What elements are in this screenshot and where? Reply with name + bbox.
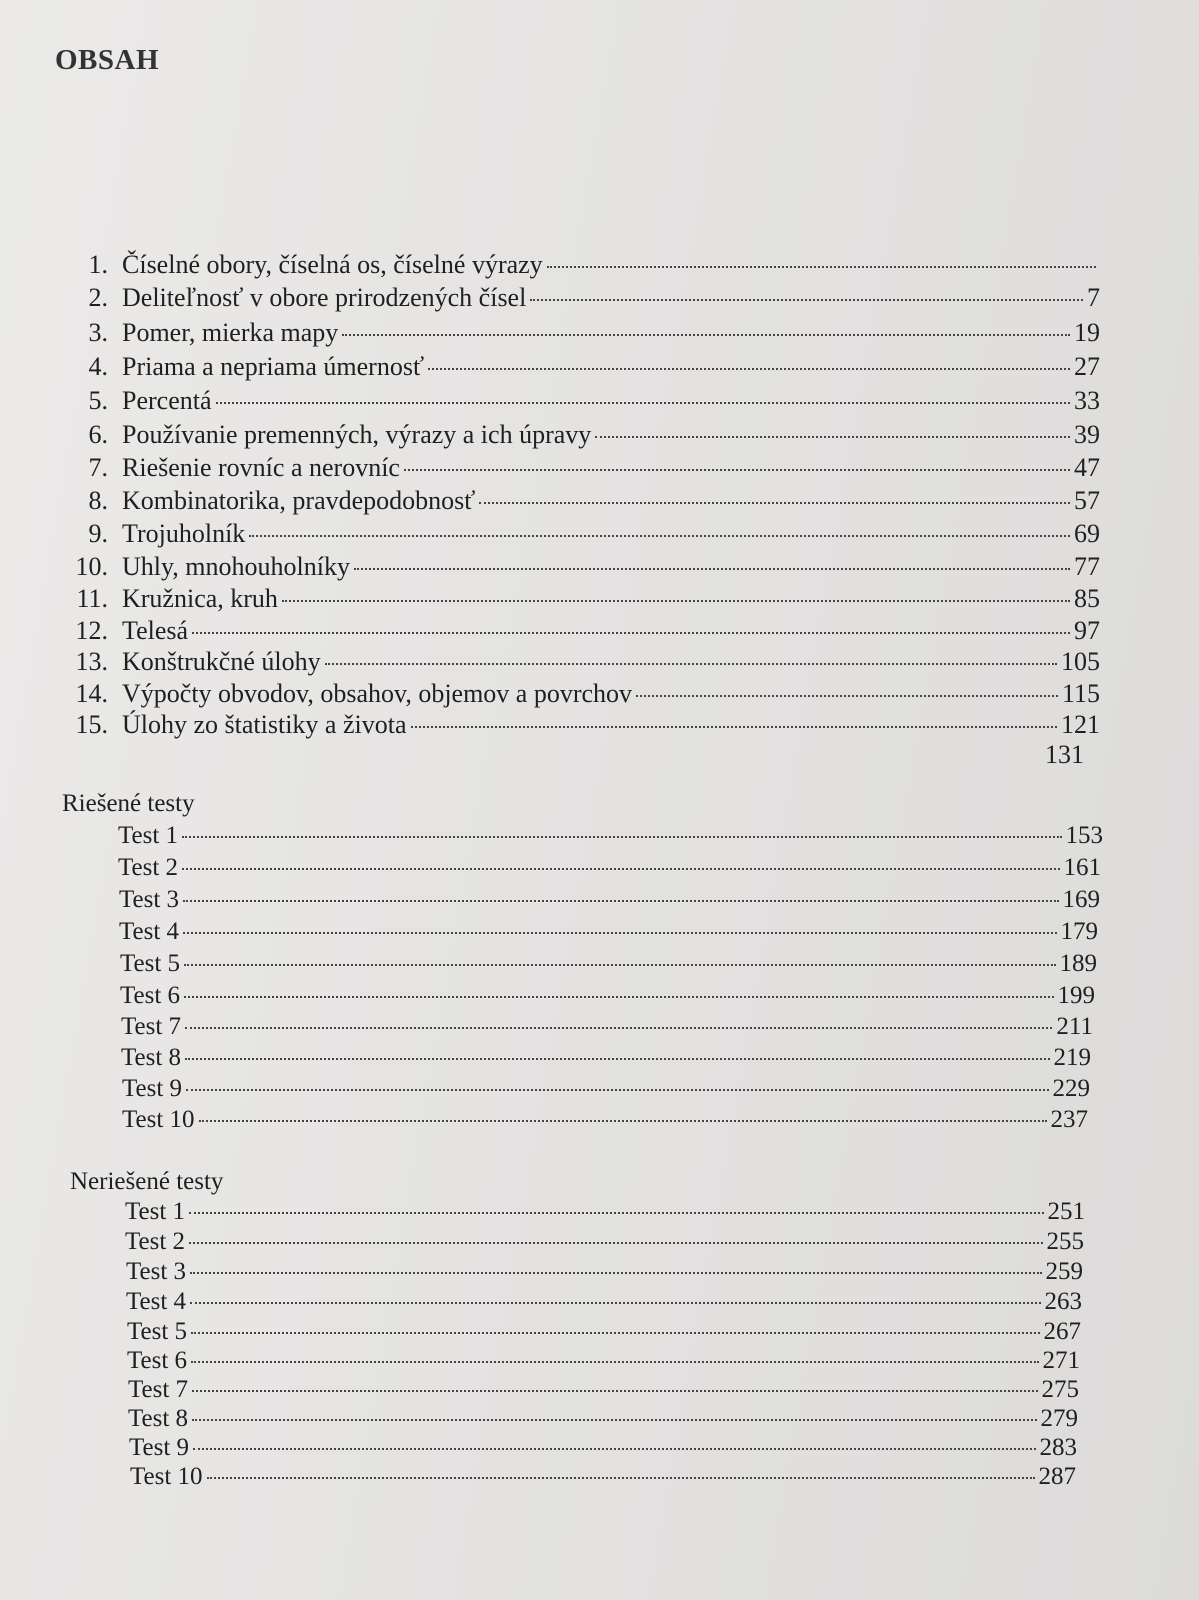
page-number: 19 [1074,318,1100,347]
chapter-number: 3. [88,318,108,347]
page-number: 47 [1074,453,1100,482]
dot-leader [184,964,1055,966]
page-number: 251 [1047,1198,1085,1225]
toc-entry [60,616,1100,646]
dot-leader [595,436,1070,438]
page-number: 131 [1045,740,1084,769]
toc-entry [60,318,1100,348]
chapter-title: Používanie premenných, výrazy a ich úpravy [122,420,592,449]
chapter-number: 11. [76,584,108,613]
chapter-number: 1. [88,250,108,279]
toc-entry [126,1258,1083,1286]
dot-leader [192,1390,1037,1392]
dot-leader [190,1272,1041,1274]
page-number: 77 [1074,552,1100,581]
section-heading-unsolved-tests: Neriešené testy [70,1168,224,1195]
chapter-title: Číselné obory, číselná os, číselné výrazy [122,250,543,279]
dot-leader [404,469,1070,471]
dot-leader [199,1120,1047,1122]
toc-entry [127,1347,1080,1375]
toc-entry [121,1044,1091,1072]
chapter-title: Pomer, mierka mapy [122,318,339,347]
dot-leader [325,663,1057,665]
toc-entry [122,1075,1090,1103]
dot-leader [354,568,1070,570]
toc-entry [60,647,1100,677]
dot-leader [184,996,1053,998]
page-number: 259 [1045,1258,1083,1285]
page-number: 283 [1039,1434,1077,1461]
toc-entry [129,1434,1077,1462]
toc-entry [119,918,1098,946]
page-number: 39 [1074,420,1100,449]
toc-entry [60,486,1100,516]
test-title: Test 8 [128,1405,189,1432]
toc-entry [120,950,1097,978]
toc-entry [122,1106,1088,1134]
page-number: 161 [1063,854,1101,881]
section-heading-solved-tests: Riešené testy [62,790,195,817]
chapter-title: Riešenie rovníc a nerovníc [122,453,400,482]
page-number: 271 [1042,1347,1080,1374]
toc-entry [125,1228,1084,1256]
dot-leader [191,1332,1039,1334]
chapter-title: Trojuholník [122,519,246,548]
chapter-number: 4. [88,352,108,381]
dot-leader [182,868,1059,870]
dot-leader [189,1242,1042,1244]
test-title: Test 9 [122,1075,183,1102]
chapter-number: 2. [88,283,108,312]
test-title: Test 6 [127,1347,188,1374]
chapter-number: 12. [75,616,108,645]
chapter-title: Úlohy zo štatistiky a života [122,710,407,739]
test-title: Test 5 [127,1318,188,1345]
chapter-title: Uhly, mnohouholníky [122,552,350,581]
toc-entry [118,822,1103,850]
page-number: 229 [1052,1075,1090,1102]
dot-leader [192,1419,1036,1421]
toc-entry [130,1463,1076,1491]
toc-entry [128,1376,1079,1404]
page-number: 189 [1059,950,1097,977]
dot-leader [182,836,1061,838]
toc-entry [60,386,1100,416]
toc-entry [121,1013,1093,1041]
dot-leader [183,900,1058,902]
dot-leader [185,1058,1049,1060]
chapter-title: Kombinatorika, pravdepodobnosť [122,486,476,515]
page-number: 287 [1038,1463,1076,1490]
chapter-number: 9. [88,519,108,548]
page-number: 7 [1087,283,1100,312]
toc-entry [60,283,1100,313]
toc-entry [120,982,1095,1010]
test-title: Test 5 [120,950,181,977]
toc-entry-page-only [1045,740,1105,770]
page-number: 263 [1044,1288,1082,1315]
chapter-title: Priama a nepriama úmernosť [122,352,425,381]
test-title: Test 9 [129,1434,190,1461]
dot-leader [207,1477,1035,1479]
chapter-number: 10. [75,552,108,581]
toc-entry [119,886,1100,914]
page-number: 179 [1060,918,1098,945]
page-number: 27 [1074,352,1100,381]
dot-leader [282,600,1070,602]
page-title: OBSAH [55,44,160,76]
toc-entry [118,854,1101,882]
page-number: 153 [1065,822,1103,849]
toc-entry [125,1198,1085,1226]
dot-leader [192,632,1070,634]
chapter-title: Percentá [122,386,212,415]
test-title: Test 1 [118,822,179,849]
dot-leader [342,334,1070,336]
dot-leader [191,1361,1038,1363]
toc-entry [60,584,1100,614]
toc-entry [60,679,1100,709]
dot-leader [428,368,1070,370]
toc-entry [60,352,1100,382]
chapter-number: 5. [88,386,108,415]
chapter-title: Telesá [122,616,189,645]
chapter-number: 6. [88,420,108,449]
toc-entry [60,453,1100,483]
chapter-number: 13. [75,647,108,676]
toc-entry [60,552,1100,582]
test-title: Test 7 [128,1376,189,1403]
chapter-title: Konštrukčné úlohy [122,647,321,676]
dot-leader [547,266,1096,268]
chapter-title: Výpočty obvodov, obsahov, objemov a povrchov [122,679,633,708]
dot-leader [183,932,1056,934]
dot-leader [216,402,1070,404]
dot-leader [190,1302,1040,1304]
page-number: 237 [1050,1106,1088,1133]
page-number: 85 [1074,584,1100,613]
chapter-number: 14. [75,679,108,708]
toc-entry [60,519,1100,549]
test-title: Test 10 [122,1106,195,1133]
dot-leader [530,299,1083,301]
test-title: Test 1 [125,1198,186,1225]
page-number: 199 [1057,982,1095,1009]
test-title: Test 7 [121,1013,182,1040]
test-title: Test 8 [121,1044,182,1071]
chapter-number: 15. [75,710,108,739]
page-number: 211 [1056,1013,1093,1040]
dot-leader [479,502,1070,504]
dot-leader [185,1027,1052,1029]
toc-entry [60,250,1100,280]
page-number: 255 [1046,1228,1084,1255]
page-number: 33 [1074,386,1100,415]
dot-leader [636,695,1058,697]
test-title: Test 6 [120,982,181,1009]
toc-entry [128,1405,1078,1433]
page-number: 57 [1074,486,1100,515]
dot-leader [249,535,1070,537]
page-number: 219 [1053,1044,1091,1071]
page-number: 169 [1062,886,1100,913]
page-number: 105 [1061,647,1100,676]
dot-leader [193,1448,1035,1450]
toc-entry [126,1288,1082,1316]
chapter-number: 8. [88,486,108,515]
dot-leader [189,1212,1043,1214]
page-number: 267 [1043,1318,1081,1345]
page-number: 69 [1074,519,1100,548]
test-title: Test 4 [119,918,180,945]
chapter-number: 7. [88,453,108,482]
dot-leader [186,1089,1048,1091]
page-number: 115 [1061,679,1100,708]
page-number: 97 [1074,616,1100,645]
toc-entry [60,710,1100,740]
test-title: Test 2 [118,854,179,881]
page-number: 121 [1061,710,1100,739]
dot-leader [411,726,1057,728]
test-title: Test 3 [126,1258,187,1285]
page-number: 279 [1040,1405,1078,1432]
test-title: Test 4 [126,1288,187,1315]
toc-entry [60,420,1100,450]
chapter-title: Deliteľnosť v obore prirodzených čísel [122,283,527,312]
toc-entry [127,1318,1081,1346]
test-title: Test 2 [125,1228,186,1255]
chapter-title: Kružnica, kruh [122,584,278,613]
test-title: Test 10 [130,1463,203,1490]
test-title: Test 3 [119,886,180,913]
page-number: 275 [1041,1376,1079,1403]
